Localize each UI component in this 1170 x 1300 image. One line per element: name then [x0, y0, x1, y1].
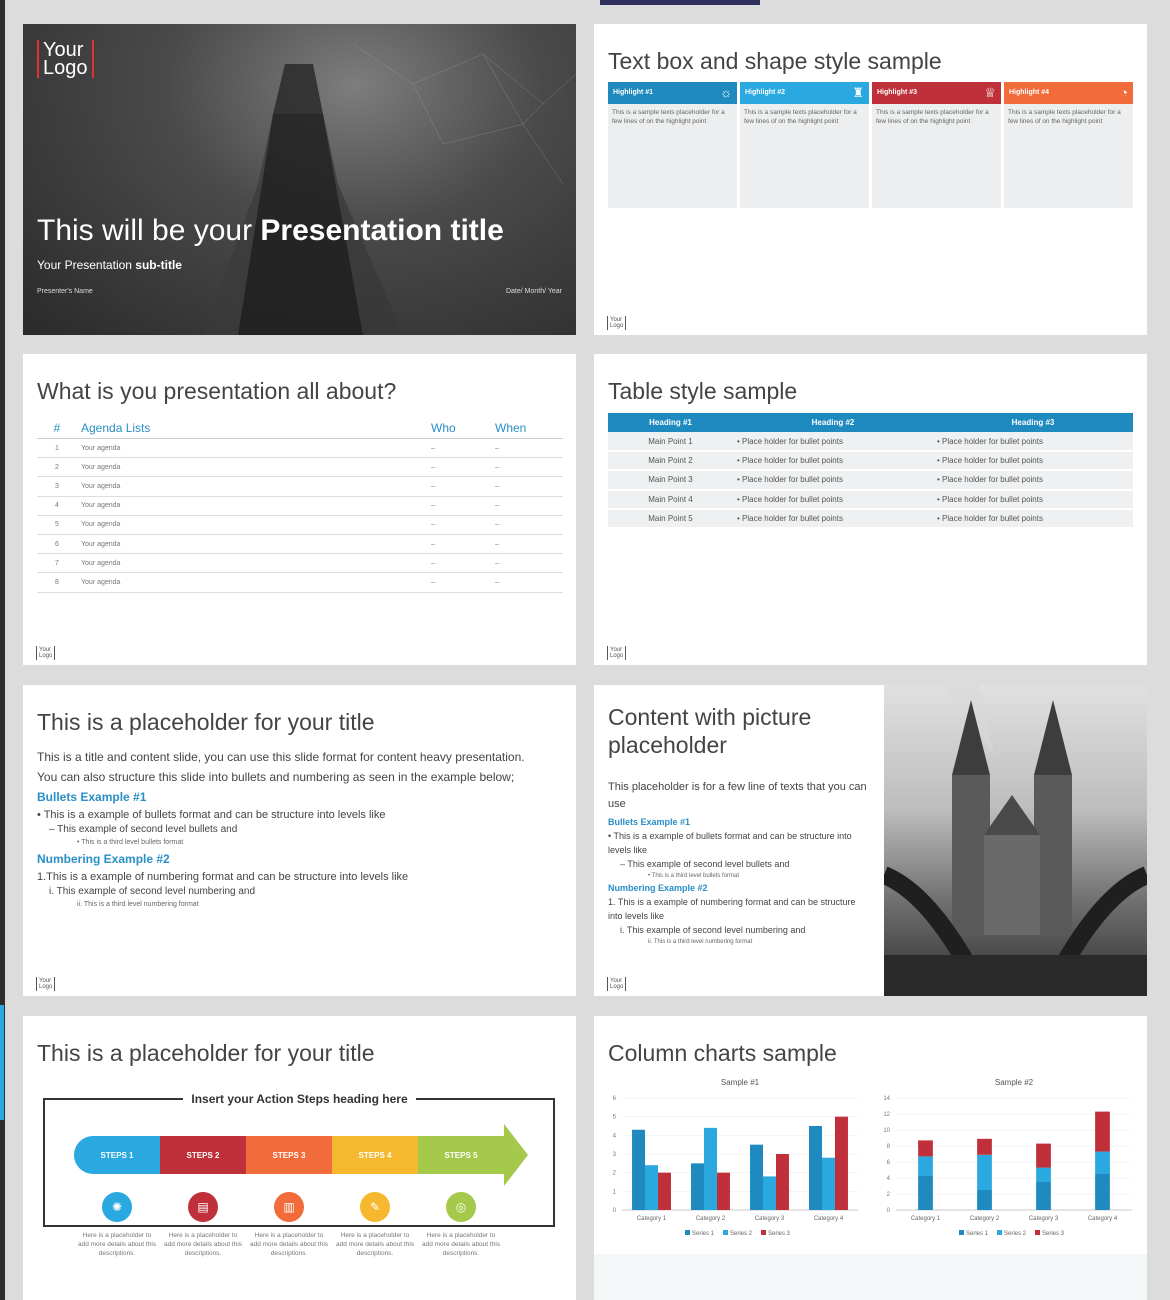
table-row	[37, 534, 563, 553]
bullet-cell: • Place holder for bullet points	[733, 470, 933, 489]
bullet-cell: • Place holder for bullet points	[933, 470, 1133, 489]
presentation-subtitle: Your Presentation sub-title	[37, 258, 182, 272]
bar	[1095, 1152, 1110, 1174]
who-cell: –	[427, 515, 491, 534]
highlight-label: Highlight #2	[745, 89, 786, 96]
slide-title: Column charts sample	[608, 1040, 837, 1066]
legend-swatch	[761, 1230, 766, 1235]
bullets-heading: Bullets Example #1	[37, 790, 147, 804]
step-5: STEPS 5	[418, 1136, 504, 1174]
slide-column-charts[interactable]	[594, 1016, 1147, 1300]
column-chart-sample-1	[600, 1076, 866, 1256]
table-row	[608, 432, 1133, 451]
x-tick-label: Category 3	[1028, 1216, 1059, 1222]
bar	[1095, 1174, 1110, 1210]
bullet-level-2: – This example of second level bullets and	[620, 859, 790, 869]
when-cell: –	[491, 554, 563, 573]
column-chart-sample-2	[874, 1076, 1140, 1256]
x-tick-label: Category 1	[636, 1216, 667, 1222]
bullet-cell: • Place holder for bullet points	[733, 490, 933, 509]
bar	[1036, 1182, 1051, 1210]
y-tick-label: 4	[886, 1176, 890, 1182]
bar	[1036, 1144, 1051, 1168]
step-4: STEPS 4	[332, 1136, 418, 1174]
slide-table-sample[interactable]	[594, 354, 1147, 665]
step-1: STEPS 1	[74, 1136, 160, 1174]
y-tick-label: 2	[886, 1192, 890, 1198]
bullet-level-2: – This example of second level bullets and	[49, 824, 238, 835]
small-logo: Your Logo	[607, 646, 626, 660]
col-agenda: Agenda Lists	[77, 418, 427, 439]
chart-title: Sample #1	[720, 1078, 760, 1087]
x-tick-label: Category 2	[695, 1216, 726, 1222]
bar	[763, 1176, 776, 1210]
bar	[750, 1145, 763, 1210]
table-row	[608, 509, 1133, 528]
col-number: #	[37, 418, 77, 439]
sample-table	[608, 413, 1133, 529]
lighthouse-icon: ♜	[852, 85, 864, 100]
bar	[704, 1128, 717, 1210]
main-point-cell: Main Point 3	[608, 470, 733, 489]
pencil-icon: ✎	[360, 1192, 390, 1222]
number-level-3: ii. This is a third level numbering format	[77, 901, 199, 908]
highlight-box-2	[740, 82, 869, 208]
legend-label: Series 2	[1004, 1231, 1027, 1237]
arrow-head	[504, 1124, 528, 1186]
bullet-cell: • Place holder for bullet points	[733, 509, 933, 528]
slide-title-content[interactable]	[23, 685, 576, 996]
agenda-item: Your agenda	[77, 477, 427, 496]
table-row	[37, 458, 563, 477]
lightbulb-icon: ☼	[720, 85, 732, 100]
bullets-heading: Bullets Example #1	[608, 817, 691, 827]
numbering-heading: Numbering Example #2	[608, 883, 708, 893]
row-number: 4	[37, 496, 77, 515]
y-tick-label: 14	[883, 1096, 890, 1102]
table-row	[37, 496, 563, 515]
step-description: Here is a placeholder to add more details about this descriptions.	[163, 1232, 243, 1257]
when-cell: –	[491, 515, 563, 534]
when-cell: –	[491, 458, 563, 477]
bar	[1036, 1168, 1051, 1182]
church-photo	[884, 685, 1147, 996]
slide-agenda[interactable]	[23, 354, 576, 665]
footer-band	[594, 1254, 1147, 1300]
bar	[822, 1158, 835, 1210]
bar	[717, 1173, 730, 1210]
agenda-item: Your agenda	[77, 496, 427, 515]
bar	[809, 1126, 822, 1210]
paragraph: This placeholder is for a few line of texts that you can use	[608, 781, 867, 810]
bullet-level-1: • This is a example of bullets format and can be structure into levels like	[37, 809, 386, 821]
bullet-level-3: • This is a third level bullets format	[648, 873, 740, 879]
bar	[977, 1190, 992, 1210]
bar	[658, 1173, 671, 1210]
agenda-item: Your agenda	[77, 439, 427, 458]
legend-label: Series 3	[1042, 1231, 1065, 1237]
bullet-level-3: • This is a third level bullets format	[77, 839, 184, 846]
bar	[918, 1176, 933, 1210]
agenda-item: Your agenda	[77, 554, 427, 573]
building-photo	[23, 24, 576, 335]
number-level-3: ii. This is a third level numbering format	[648, 939, 753, 945]
row-number: 1	[37, 439, 77, 458]
bar	[776, 1154, 789, 1210]
highlight-header	[1004, 82, 1133, 104]
y-tick-label: 5	[612, 1114, 616, 1121]
when-cell: –	[491, 496, 563, 515]
chart-title: Sample #2	[994, 1078, 1034, 1087]
small-logo: Your Logo	[36, 646, 55, 660]
table-row	[37, 515, 563, 534]
bullet-level-1: • This is a example of bullets format and can be structure into levels like	[608, 831, 852, 855]
bar	[977, 1139, 992, 1155]
slide-title: What is you presentation all about?	[37, 378, 397, 404]
agenda-item: Your agenda	[77, 515, 427, 534]
highlight-label: Highlight #1	[613, 89, 654, 96]
highlight-header	[872, 82, 1001, 104]
legend-label: Series 3	[768, 1231, 791, 1237]
small-logo: Your Logo	[607, 977, 626, 991]
row-number: 8	[37, 573, 77, 592]
bullet-cell: • Place holder for bullet points	[933, 490, 1133, 509]
table-row	[37, 554, 563, 573]
agenda-item: Your agenda	[77, 458, 427, 477]
table-heading-2: Heading #2	[733, 413, 933, 432]
logo: Your Logo	[37, 40, 94, 78]
main-point-cell: Main Point 2	[608, 451, 733, 470]
slide-title: Content with picture placeholder	[608, 704, 812, 758]
y-tick-label: 6	[886, 1160, 890, 1166]
bar	[835, 1117, 848, 1210]
y-tick-label: 6	[612, 1096, 616, 1102]
legend-label: Series 1	[692, 1231, 715, 1237]
bar	[918, 1156, 933, 1175]
agenda-table	[37, 418, 563, 593]
row-number: 2	[37, 458, 77, 477]
pie-chart-icon: ◔	[1120, 85, 1128, 100]
highlight-label: Highlight #3	[877, 89, 918, 96]
table-row	[37, 573, 563, 592]
presentation-title: This will be your Presentation title	[37, 214, 504, 247]
step-2: STEPS 2	[160, 1136, 246, 1174]
step-description: Here is a placeholder to add more details about this descriptions.	[335, 1232, 415, 1257]
table-heading-1: Heading #1	[608, 413, 733, 432]
agenda-item: Your agenda	[77, 573, 427, 592]
x-tick-label: Category 4	[813, 1216, 844, 1222]
small-logo: Your Logo	[36, 977, 55, 991]
legend-swatch	[959, 1230, 964, 1235]
highlight-box-3	[872, 82, 1001, 208]
action-steps-heading: Insert your Action Steps heading here	[23, 1092, 576, 1106]
who-cell: –	[427, 458, 491, 477]
presenter-name: Presenter's Name	[37, 288, 93, 295]
when-cell: –	[491, 573, 563, 592]
row-number: 6	[37, 534, 77, 553]
y-tick-label: 2	[612, 1170, 616, 1177]
row-number: 5	[37, 515, 77, 534]
slide-title: Text box and shape style sample	[608, 48, 942, 74]
slide-content-picture[interactable]	[594, 685, 1147, 996]
left-edge-accent	[0, 1005, 4, 1120]
step-description: Here is a placeholder to add more details about this descriptions.	[421, 1232, 501, 1257]
bar	[645, 1165, 658, 1210]
who-cell: –	[427, 439, 491, 458]
highlight-text: This is a sample texts placeholder for a few lines of on the highlight point	[612, 109, 725, 125]
slide-title: This is a placeholder for your title	[37, 709, 375, 735]
bar	[691, 1163, 704, 1210]
paragraph: This is a title and content slide, you can use this slide format for content heavy presentation.	[37, 750, 525, 764]
bullet-cell: • Place holder for bullet points	[933, 432, 1133, 451]
highlight-label: Highlight #4	[1009, 89, 1050, 96]
bullet-cell: • Place holder for bullet points	[933, 451, 1133, 470]
row-number: 7	[37, 554, 77, 573]
highlight-box-4	[1004, 82, 1133, 208]
step-description: Here is a placeholder to add more details about this descriptions.	[77, 1232, 157, 1257]
when-cell: –	[491, 439, 563, 458]
top-bar	[600, 0, 760, 5]
bar	[632, 1130, 645, 1210]
legend-label: Series 2	[730, 1231, 753, 1237]
highlight-text: This is a sample texts placeholder for a few lines of on the highlight point	[876, 109, 989, 125]
who-cell: –	[427, 534, 491, 553]
y-tick-label: 8	[886, 1144, 890, 1150]
main-point-cell: Main Point 4	[608, 490, 733, 509]
when-cell: –	[491, 534, 563, 553]
main-point-cell: Main Point 1	[608, 432, 733, 451]
legend-swatch	[723, 1230, 728, 1235]
step-3: STEPS 3	[246, 1136, 332, 1174]
number-level-2: i. This example of second level numbering and	[620, 925, 806, 935]
highlight-text: This is a sample texts placeholder for a few lines of on the highlight point	[1008, 109, 1121, 125]
x-tick-label: Category 3	[754, 1216, 785, 1222]
bullet-cell: • Place holder for bullet points	[733, 432, 933, 451]
slide-text-box-sample[interactable]	[594, 24, 1147, 335]
x-tick-label: Category 2	[969, 1216, 1000, 1222]
trophy-icon: ♕	[984, 85, 996, 100]
numbering-heading: Numbering Example #2	[37, 852, 170, 866]
y-tick-label: 4	[612, 1133, 616, 1140]
slide-title[interactable]	[23, 24, 576, 335]
slide-title: This is a placeholder for your title	[37, 1040, 375, 1066]
document-icon: ▤	[188, 1192, 218, 1222]
number-level-1: 1. This is a example of numbering format and can be structure into levels like	[608, 897, 856, 921]
small-logo: Your Logo	[607, 316, 626, 330]
table-row	[608, 470, 1133, 489]
y-tick-label: 0	[886, 1208, 890, 1214]
who-cell: –	[427, 554, 491, 573]
y-tick-label: 0	[612, 1208, 616, 1214]
bar-chart-icon: ▥	[274, 1192, 304, 1222]
fingerprint-icon: ◎	[446, 1192, 476, 1222]
highlight-header	[740, 82, 869, 104]
col-who: Who	[427, 418, 491, 439]
y-tick-label: 1	[612, 1189, 616, 1196]
bar	[1095, 1112, 1110, 1152]
lightbulb-icon: ✺	[102, 1192, 132, 1222]
who-cell: –	[427, 477, 491, 496]
paragraph: You can also structure this slide into bullets and numbering as seen in the example below;	[37, 770, 515, 784]
who-cell: –	[427, 496, 491, 515]
row-number: 3	[37, 477, 77, 496]
number-level-1: 1.This is a example of numbering format and can be structure into levels like	[37, 871, 409, 883]
table-heading-3: Heading #3	[933, 413, 1133, 432]
bullet-cell: • Place holder for bullet points	[733, 451, 933, 470]
content-body	[608, 779, 868, 947]
bar	[977, 1155, 992, 1190]
y-tick-label: 3	[612, 1152, 616, 1158]
highlight-header	[608, 82, 737, 104]
y-tick-label: 10	[883, 1128, 890, 1134]
who-cell: –	[427, 573, 491, 592]
x-tick-label: Category 4	[1087, 1216, 1118, 1222]
x-tick-label: Category 1	[910, 1216, 941, 1222]
highlight-box-1	[608, 82, 737, 208]
highlight-text: This is a sample texts placeholder for a few lines of on the highlight point	[744, 109, 857, 125]
slide-action-steps[interactable]	[23, 1016, 576, 1300]
bar	[918, 1140, 933, 1156]
bullet-cell: • Place holder for bullet points	[933, 509, 1133, 528]
table-row	[37, 439, 563, 458]
table-row	[37, 477, 563, 496]
agenda-item: Your agenda	[77, 534, 427, 553]
slide-title: Table style sample	[608, 378, 798, 404]
table-row	[608, 490, 1133, 509]
step-description: Here is a placeholder to add more details about this descriptions.	[249, 1232, 329, 1257]
number-level-2: i. This example of second level numbering and	[49, 886, 256, 897]
date: Date/ Month/ Year	[505, 288, 562, 295]
table-row	[608, 451, 1133, 470]
main-point-cell: Main Point 5	[608, 509, 733, 528]
legend-swatch	[997, 1230, 1002, 1235]
legend-swatch	[1035, 1230, 1040, 1235]
when-cell: –	[491, 477, 563, 496]
content-body	[37, 747, 525, 911]
col-when: When	[491, 418, 563, 439]
legend-label: Series 1	[966, 1231, 989, 1237]
legend-swatch	[685, 1230, 690, 1235]
y-tick-label: 12	[883, 1112, 890, 1118]
